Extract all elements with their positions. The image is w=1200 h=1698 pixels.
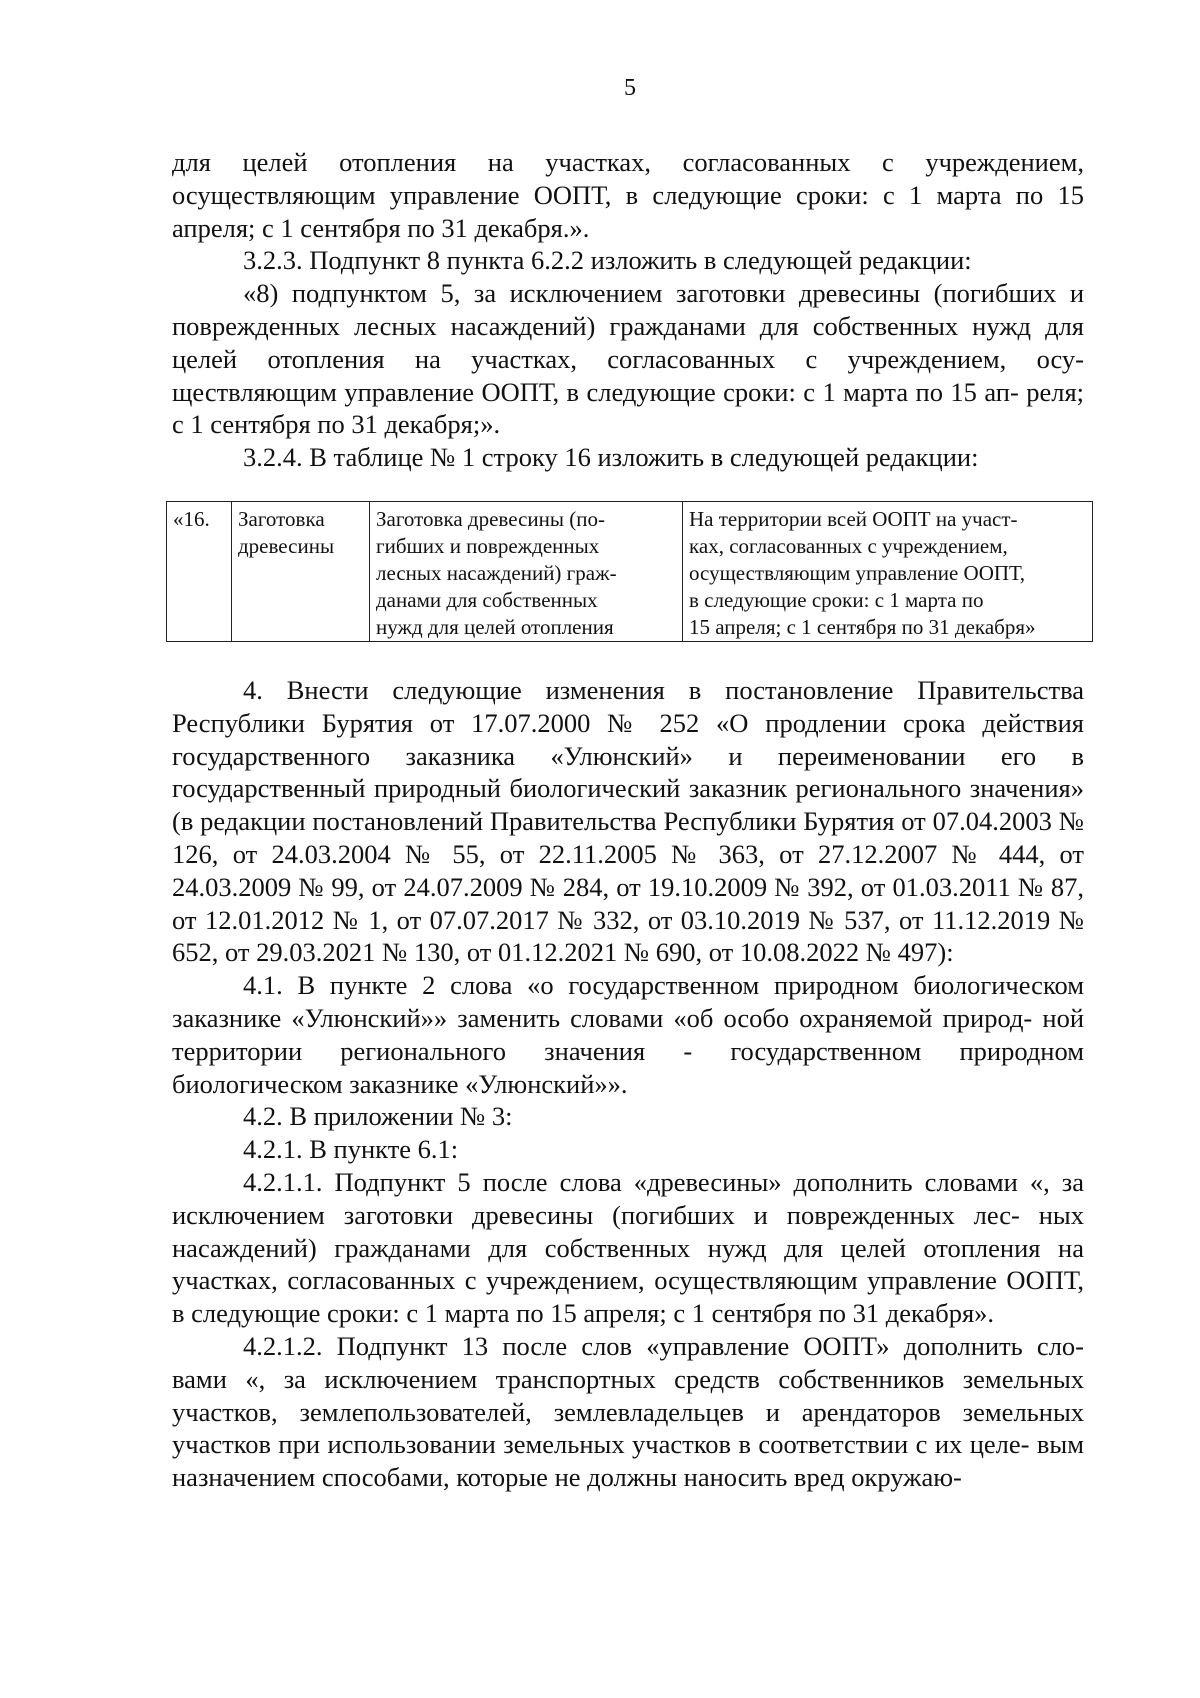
cell-line: Заготовка древесины (по-: [376, 507, 605, 531]
paragraph: 4.2.1. В пункте 6.1:: [243, 1134, 459, 1165]
paragraph: «8) подпунктом 5, за исключением заготовки древесины (погибших и поврежденных лесных насаждений) гражданами для собственных нужд для целей отопления на участках, согласованных с учреждением, осу- ществляющим управление ООПТ, в следующие сроки: с 1 марта по 15 ап- реля; с 1 сентября по 31 декабря;».: [172, 278, 1084, 440]
cell-line: нужд для целей отопления: [376, 615, 614, 639]
paragraph: 3.2.3. Подпункт 8 пункта 6.2.2 изложить в следующей редакции:: [243, 245, 972, 276]
paragraph: 4.2.1.2. Подпункт 13 после слов «управление ООПТ» дополнить сло- вами «, за исключением транспортных средств собственников земельных участков, землепользователей, землевладельцев и арендаторов земельных участков при использовании земельных участков в соответствии с их целе- вым назначением способами, которые не должны наносить вред окружаю-: [172, 1330, 1084, 1493]
territory-cell: [683, 502, 1093, 642]
paragraph: 4.2. В приложении № 3:: [243, 1101, 513, 1132]
paragraph: 4.2.1.1. Подпункт 5 после слова «древесины» дополнить словами «, за исключением заготовки древесины (погибших и поврежденных лес- ных насаждений) гражданами для собственных нужд для целей отопления на участках, согласованных с учреждением, осуществляющим управление ООПТ, в следующие сроки: с 1 марта по 15 апреля; с 1 сентября по 31 декабря».: [172, 1166, 1084, 1329]
paragraph: 4. Внести следующие изменения в постановление Правительства Республики Бурятия от 17.07.2000 № 252 «О продлении срока действия государственного заказника «Улюнский» и переименовании его в государственный природный биологический заказник регионального значения» (в редакции постановлений Правительства Республики Бурятия от 07.04.2003 № 126, от 24.03.2004 № 55, от 22.11.2005 № 363, от 27.12.2007 № 444, от 24.03.2009 № 99, от 24.07.2009 № 284, от 19.10.2009 № 392, от 01.03.2011 № 87, от 12.01.2012 № 1, от 07.07.2017 № 332, от 03.10.2019 № 537, от 11.12.2019 № 652, от 29.03.2021 № 130, от 01.12.2021 № 690, от 10.08.2022 № 497):: [172, 675, 1084, 968]
cell-line: осуществляющим управление ООПТ,: [689, 561, 1026, 585]
page-number: 5: [624, 75, 636, 101]
activity-type-cell: [232, 502, 370, 642]
row-number: «16.: [173, 507, 210, 531]
row-number-cell: [167, 502, 232, 642]
cell-line: древесины: [238, 534, 335, 558]
table-row: [167, 502, 1093, 642]
paragraph: 4.1. В пункте 2 слова «о государственном природном биологическом заказнике «Улюнский»» заменить словами «об особо охраняемой природ- ной территории регионального значения - государственном природном биологическом заказнике «Улюнский»».: [172, 970, 1084, 1099]
cell-line: гибших и поврежденных: [376, 534, 600, 558]
cell-line: данами для собственных: [376, 588, 598, 612]
activity-description-cell: [370, 502, 683, 642]
text-block-top: [172, 146, 1084, 474]
cell-line: 15 апреля; с 1 сентября по 31 декабря»: [689, 615, 1036, 639]
cell-line: лесных насаждений) граж-: [376, 561, 617, 585]
cell-line: На территории всей ООПТ на участ-: [689, 507, 1018, 531]
cell-line: в следующие сроки: с 1 марта по: [689, 588, 984, 612]
cell-line: ках, согласованных с учреждением,: [689, 534, 1008, 558]
table-row-16: [166, 501, 1093, 642]
cell-line: Заготовка: [238, 507, 325, 531]
paragraph: для целей отопления на участках, согласованных с учреждением, осуществляющим управление ООПТ, в следующие сроки: с 1 марта по 15 апреля; с 1 сентября по 31 декабря.».: [172, 147, 1084, 243]
paragraph: 3.2.4. В таблице № 1 строку 16 изложить в следующей редакции:: [243, 442, 979, 473]
text-block-bottom: [172, 674, 1084, 1494]
